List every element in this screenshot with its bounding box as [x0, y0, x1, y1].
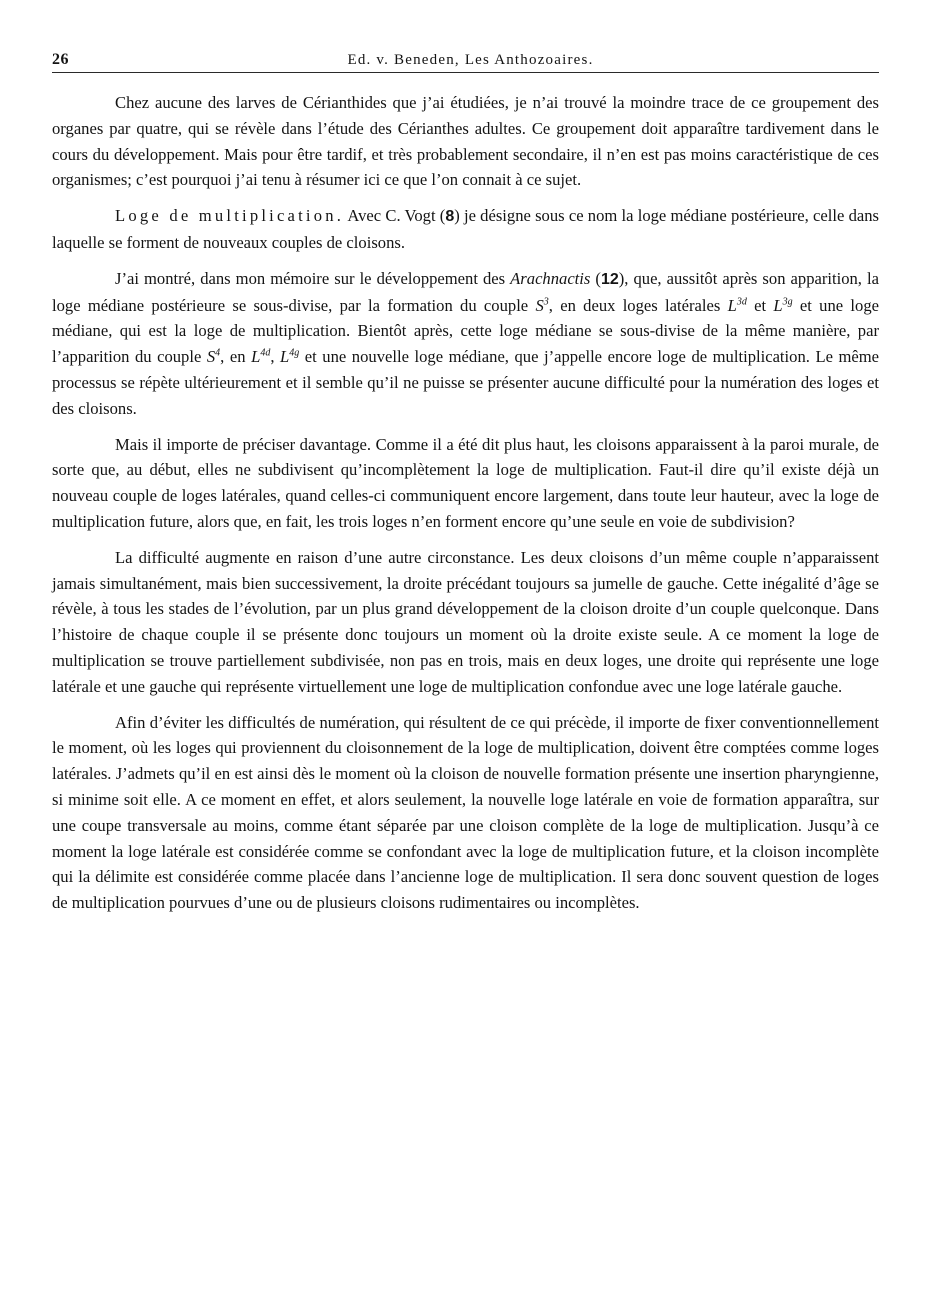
- text-run: ) je désigne sous ce nom la loge médiane postérieure, celle dans laquelle se forment de nouveaux couples de cloisons.: [52, 206, 879, 252]
- text-run: et une nouvelle loge médiane, que j’appelle encore loge de multiplication. Le même processus se répète ultérieurement et il semble qu’il ne puisse se présenter aucune difficulté pour la numération des loges et des cloisons.: [52, 347, 880, 418]
- paragraph-1: Chez aucune des larves de Cérianthides que j’ai étudiées, je n’ai trouvé la moindre trace de ce groupement des organes par quatre, qui se révèle dans l’étude des Cérianthes adultes. Ce groupement doit apparaître tardivement dans le cours du développement. Mais pour être tardif, et très probablement secondaire, il n’en est pas moins caractéristique de ces organismes; c’est pourquoi j’ai tenu à résumer ici ce que l’on connait à ce sujet.: [52, 93, 879, 190]
- text-run: (: [590, 268, 601, 288]
- text-run: et une loge médiane, qui est la loge de multiplication. Bientôt après, cette loge médiane se sous-divise de la même manière, par l’apparition du couple: [52, 295, 879, 367]
- section-heading: Loge de multiplication.: [115, 206, 345, 226]
- paragraph-5: La difficulté augmente en raison d’une autre circonstance. Les deux cloisons d’un même couple n’apparaissent jamais simultanément, mais bien successivement, la droite précédant toujours sa jumelle de gauche. Cette inégalité d’âge se révèle, à tous les stades de l’évolution, par un plus grand développement de la cloison droite d’un couple quelconque. Dans l’histoire de chaque couple il se présente donc toujours un moment où la droite existe seule. A ce moment la loge de multiplication se trouve partiellement subdivisée, non pas en trois, mais en deux loges, une droite qui représente une loge latérale et une gauche qui représente virtuellement une loge de multiplication confondue avec une loge latérale gauche.: [52, 547, 879, 696]
- symbol-l4d: $L^{4d}$: [251, 347, 271, 367]
- text-run: , en: [220, 347, 252, 367]
- text-run: , en deux loges latérales: [548, 295, 728, 315]
- text-run: et: [746, 295, 774, 315]
- paragraph-4: Mais il importe de préciser davantage. Comme il a été dit plus haut, les cloisons apparaissent à la paroi murale, de sorte que, au début, elles ne subdivisent qu’incomplètement la loge de multiplication. Faut-il dire qu’il existe déjà un nouveau couple de loges latérales, quand celles-ci communiquent encore largement, dans toute leur hauteur, avec la loge de multiplication future, alors que, en fait, les trois loges n’en forment encore qu’une seule en voie de subdivision?: [52, 434, 879, 531]
- paragraph-3: [52, 266, 879, 422]
- text-run: Avec C. Vogt (: [344, 206, 446, 226]
- symbol-l4g: $L^{4g}$: [280, 347, 300, 367]
- text-run: ,: [270, 347, 281, 367]
- body-text: [52, 90, 879, 926]
- page-header: [52, 50, 879, 73]
- reference-number: 8: [445, 208, 455, 226]
- genus-name: Arachnactis: [510, 268, 591, 288]
- page-number: 26: [52, 51, 69, 68]
- text-run: J’ai montré, dans mon mémoire sur le développement des: [115, 268, 511, 288]
- symbol-l3g: $L^{3g}$: [773, 295, 793, 315]
- paragraph-6: Afin d’éviter les difficultés de numération, qui résultent de ce qui précède, il importe de fixer conventionnellement le moment, où les loges qui proviennent du cloisonnement de la loge de multiplication, doivent être comptées comme loges latérales. J’admets qu’il en est ainsi dès le moment où la cloison de nouvelle formation présente une insertion pharyngienne, si minime soit elle. A ce moment en effet, et alors seulement, la nouvelle loge latérale en voie de formation apparaîtra, sur une coupe transversale au moins, comme étant séparée par une cloison complète de la loge de multiplication. Jusqu’à ce moment la loge latérale est considérée comme se confondant avec la loge de multiplication future, et la cloison incomplète qui la délimite est considérée comme placée dans l’ancienne loge de multiplication. Il sera donc souvent question de loges de multiplication pourvues d’une ou de plusieurs cloisons rudimentaires ou incomplètes.: [52, 712, 879, 913]
- text-run: ), que, aussitôt après son apparition, la loge médiane postérieure se sous-divise, par la formation du couple: [52, 268, 879, 315]
- reference-number: 12: [600, 270, 619, 288]
- paragraph-2: [52, 203, 879, 256]
- symbol-s4: $S^4$: [206, 347, 221, 367]
- symbol-s3: $S^3$: [535, 295, 549, 315]
- symbol-l3d: $L^{3d}$: [727, 295, 747, 315]
- running-head: Ed. v. Beneden, Les Anthozoaires.: [347, 52, 594, 68]
